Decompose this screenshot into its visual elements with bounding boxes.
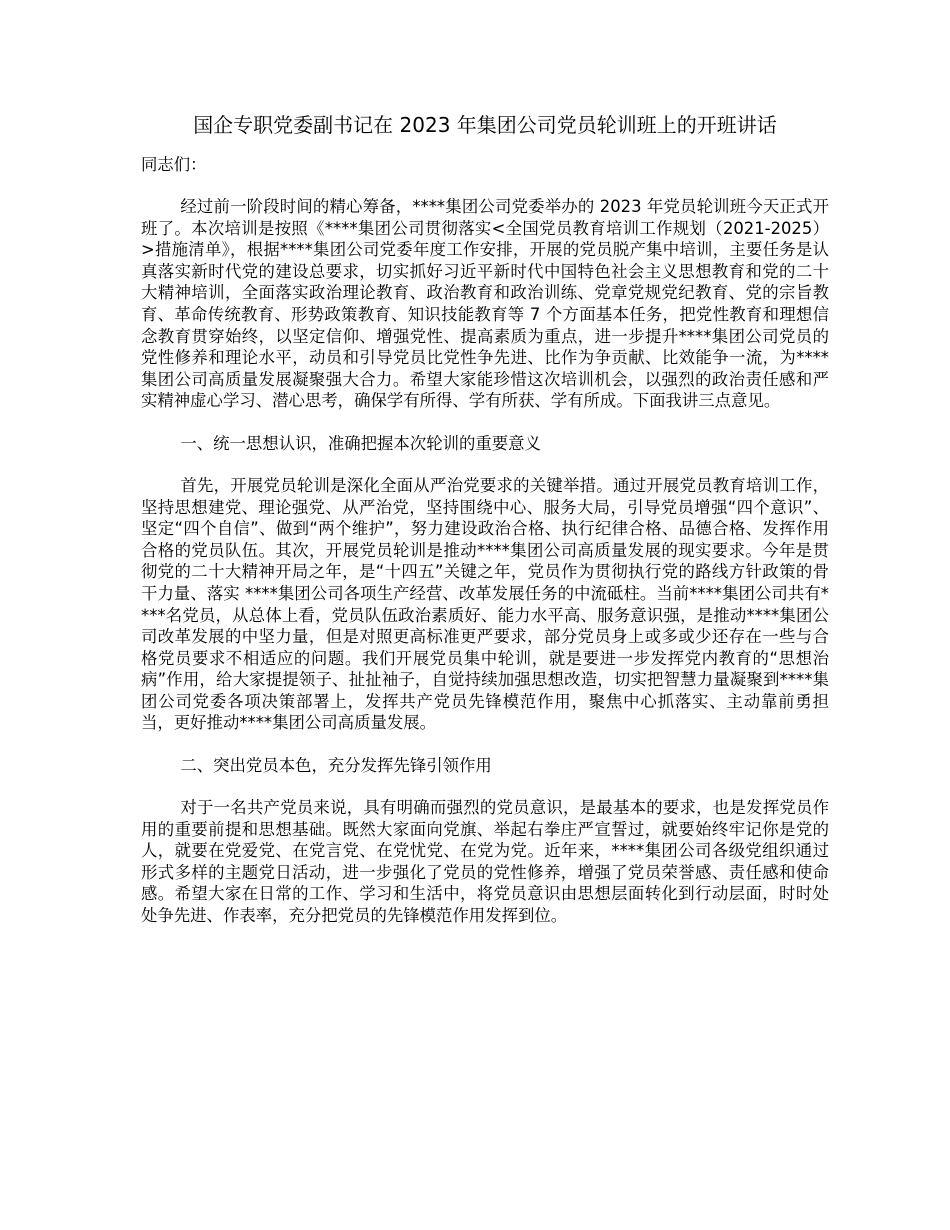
document-title: 国企专职党委副书记在 2023 年集团公司党员轮训班上的开班讲话 xyxy=(193,113,777,137)
paragraph-intro: 经过前一阶段时间的精心筹备，****集团公司党委举办的 2023 年党员轮训班今天正式开班了。本次培训是按照《****集团公司贯彻落实<全国党员教育培训工作规划（2021-2025）>措施清单》，根据****集团公司党委年度工作安排，开展的党员脱产集中培训，主要任务是认真落实新时代党的建设总要求，切实抓好习近平新时代中国特色社会主义思想教育和党的二十大精神培训，全面落实政治理论教育、政治教育和政治训练、党章党规党纪教育、党的宗旨教育、革命传统教育、形势政策教育、知识技能教育等 7 个方面基本任务，把党性教育和理想信念教育贯穿始终，以坚定信仰、增强党性、提高素质为重点，进一步提升****集团公司党员的党性修养和理论水平，动员和引导党员比党性争先进、比作为争贡献、比效能争一流，为****集团公司高质量发展凝聚强大合力。希望大家能珍惜这次培训机会，以强烈的政治责任感和严实精神虚心学习、潜心思考，确保学有所得、学有所获、学有所成。下面我讲三点意见。 xyxy=(141,197,829,411)
document-page xyxy=(141,112,829,948)
section-heading-1: 一、统一思想认识，准确把握本次轮训的重要意义 xyxy=(180,433,541,453)
salutation: 同志们： xyxy=(141,155,207,174)
section-heading-2: 二、突出党员本色，充分发挥先锋引领作用 xyxy=(180,756,492,776)
paragraph-section-2: 对于一名共产党员来说，具有明确而强烈的党员意识，是最基本的要求，也是发挥党员作用的重要前提和思想基础。既然大家面向党旗、举起右拳庄严宣誓过，就要始终牢记你是党的人，就要在党爱党、在党言党、在党忧党、在党为党。近年来，****集团公司各级党组织通过形式多样的主题党日活动，进一步强化了党员的党性修养，增强了党员荣誉感、责任感和使命感。希望大家在日常的工作、学习和生活中，将党员意识由思想层面转化到行动层面，时时处处争先进、作表率，充分把党员的先锋模范作用发挥到位。 xyxy=(141,798,829,926)
paragraph-section-1: 首先，开展党员轮训是深化全面从严治党要求的关键举措。通过开展党员教育培训工作，坚持思想建党、理论强党、从严治党，坚持围绕中心、服务大局，引导党员增强“四个意识”、坚定“四个自信”、做到“两个维护”，努力建设政治合格、执行纪律合格、品德合格、发挥作用合格的党员队伍。其次，开展党员轮训是推动****集团公司高质量发展的现实要求。今年是贯彻党的二十大精神开局之年，是“十四五”关键之年，党员作为贯彻执行党的路线方针政策的骨干力量、落实 ****集团公司各项生产经营、改革发展任务的中流砥柱。当前****集团公司共有****名党员，从总体上看，党员队伍政治素质好、能力水平高、服务意识强，是推动****集团公司改革发展的中坚力量，但是对照更高标准更严要求，部分党员身上或多或少还存在一些与合格党员要求不相适应的问题。我们开展党员集中轮训，就是要进一步发挥党内教育的“思想治病”作用，给大家提提领子、扯扯袖子，自觉持续加强思想改造，切实把智慧力量凝聚到****集团公司党委各项决策部署上，发挥共产党员先锋模范作用，聚焦中心抓落实、主动靠前勇担当，更好推动****集团公司高质量发展。 xyxy=(141,475,829,733)
